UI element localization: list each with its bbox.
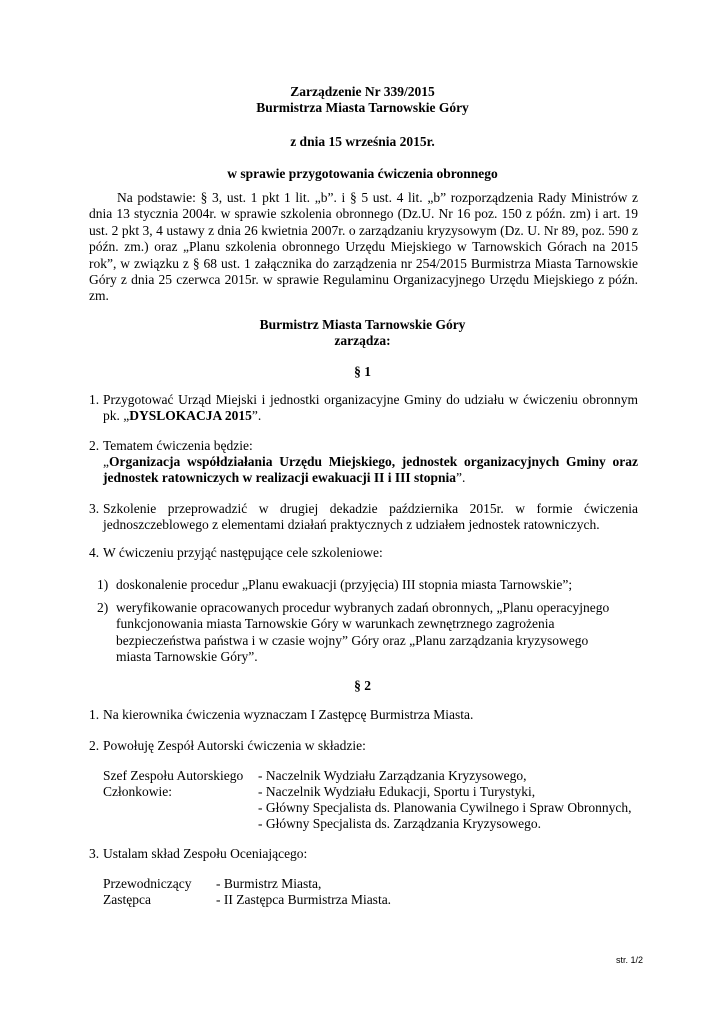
document-subject: w sprawie przygotowania ćwiczenia obronnego xyxy=(227,166,498,181)
list-item-number: 4. xyxy=(89,545,100,560)
evaluation-role-label: Zastępca xyxy=(103,892,151,907)
exercise-codename: DYSLOKACJA 2015 xyxy=(129,408,252,424)
decree-line-2: zarządza: xyxy=(334,333,391,348)
preamble-paragraph: Na podstawie: § 3, ust. 1 pkt 1 lit. „b”. i § 5 ust. 4 lit. „b” rozporządzenia Rady Ministrów z dnia 13 stycznia 2004r. w sprawie szkolenia obronnego (Dz.U. Nr 16 poz. 150 z późn. zm) i art. 19 ust. 2 pkt 3, 4 ustawy z dnia 26 kwietnia 2007r. o zarządzaniu kryzysowym (Dz. U. Nr 89, poz. 590 z późn. zm.) oraz „Planu szkolenia obronnego Urzędu Miejskiego w Tarnowskich Górach na 2015 rok”, w związku z § 68 ust. 1 załącznika do zarządzenia nr 254/2015 Burmistrza Miasta Tarnowskie Góry z dnia 25 czerwca 2015r. w sprawie Regulaminu Organizacyjnego Urzędu Miejskiego z późn. zm. xyxy=(89,190,638,304)
sub-list-item-number: 1) xyxy=(97,577,109,592)
list-item xyxy=(89,707,638,723)
team-member: - Naczelnik Wydziału Edukacji, Sportu i Turystyki, xyxy=(258,784,536,799)
team-role-label: Członkowie: xyxy=(103,784,172,799)
evaluation-role-value: - II Zastępca Burmistrza Miasta. xyxy=(216,892,392,907)
sub-list-item-text: doskonalenie procedur „Planu ewakuacji (przyjęcia) III stopnia miasta Tarnowskie”; xyxy=(116,577,573,592)
team-role-label: Szef Zespołu Autorskiego xyxy=(103,768,244,783)
list-item-text: Szkolenie przeprowadzić w drugiej dekadzie października 2015r. w formie ćwiczenia jednoszczeblowego z elementami działań praktycznych z udziałem jednostek ratowniczych. xyxy=(103,501,638,533)
page-number: str. 1/2 xyxy=(615,955,643,965)
sub-list-item-line: miasta Tarnowskie Góry”. xyxy=(116,649,258,665)
decree-line-1: Burmistrz Miasta Tarnowskie Góry xyxy=(259,317,466,332)
quote-open: „ xyxy=(103,454,109,469)
list-item-number: 2. xyxy=(89,438,100,453)
evaluation-role-label: Przewodniczący xyxy=(103,876,192,891)
quote-close: ”. xyxy=(455,470,466,486)
exercise-topic-text xyxy=(103,454,638,487)
list-item-number: 1. xyxy=(89,392,100,407)
exercise-topic xyxy=(89,454,638,487)
team-member: - Naczelnik Wydziału Zarządzania Kryzysowego, xyxy=(258,768,527,783)
list-item xyxy=(89,438,638,454)
sub-list-item xyxy=(97,577,638,593)
list-item xyxy=(89,392,638,425)
list-item-number: 3. xyxy=(89,501,100,516)
document-title: Zarządzenie Nr 339/2015 xyxy=(290,84,435,99)
sub-list-item-line: weryfikowanie opracowanych procedur wybranych zadań obronnych, „Planu operacyjnego xyxy=(116,600,610,615)
section-2-heading: § 2 xyxy=(354,678,371,693)
list-item-text xyxy=(103,392,638,425)
list-item xyxy=(89,545,638,561)
team-member: - Główny Specjalista ds. Planowania Cywilnego i Spraw Obronnych, xyxy=(258,800,632,815)
list-item-number: 2. xyxy=(89,738,100,753)
sub-list-item-line: bezpieczeństwa państwa i w czasie wojny” Góry oraz „Planu zarządzania kryzysowego xyxy=(116,632,589,648)
list-item-text: Na kierownika ćwiczenia wyznaczam I Zastępcę Burmistrza Miasta. xyxy=(103,707,474,722)
list-item-number: 3. xyxy=(89,846,100,861)
document-issuer: Burmistrza Miasta Tarnowskie Góry xyxy=(256,100,469,115)
list-item xyxy=(89,501,638,534)
team-member: - Główny Specjalista ds. Zarządzania Kryzysowego. xyxy=(258,816,542,831)
sub-list-item xyxy=(97,600,638,666)
sub-list-item-line: funkcjonowania miasta Tarnowskie Góry w warunkach zewnętrznego zagrożenia xyxy=(116,616,555,632)
evaluation-role-value: - Burmistrz Miasta, xyxy=(216,876,322,891)
document-date: z dnia 15 września 2015r. xyxy=(290,134,435,149)
list-item-number: 1. xyxy=(89,707,100,722)
sub-list-item-number: 2) xyxy=(97,600,109,615)
exercise-topic-bold: Organizacja współdziałania Urzędu Miejskiego, jednostek organizacyjnych Gminy oraz jednostek ratowniczych w realizacji ewakuacji II i III stopnia xyxy=(103,454,638,486)
list-item xyxy=(89,846,638,862)
item-text-part: Przygotować Urząd Miejski i jednostki organizacyjne Gminy do udziału w ćwiczeniu obronnym pk. „ xyxy=(103,392,638,424)
list-item-text: Powołuję Zespół Autorski ćwiczenia w składzie: xyxy=(103,738,366,753)
section-1-heading: § 1 xyxy=(354,364,371,379)
list-item-text: W ćwiczeniu przyjąć następujące cele szkoleniowe: xyxy=(103,545,383,560)
list-item-text: Ustalam skład Zespołu Oceniającego: xyxy=(103,846,308,861)
list-item xyxy=(89,738,638,754)
item-text-part: ”. xyxy=(251,408,262,424)
list-item-intro: Tematem ćwiczenia będzie: xyxy=(103,438,253,453)
